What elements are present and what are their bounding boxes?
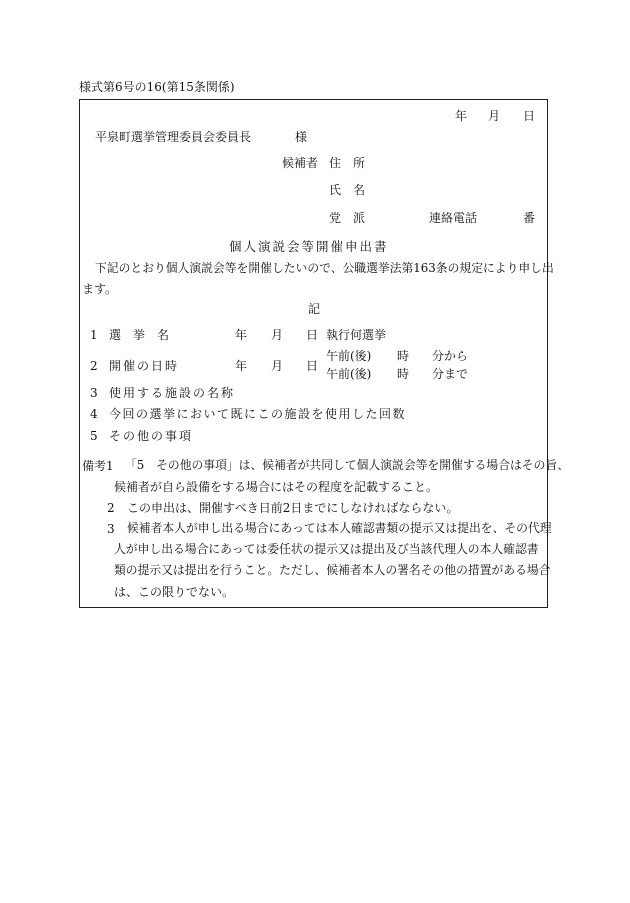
document-title: 個人演説会等開催申出書	[229, 239, 389, 254]
remark3-line-2: 人が申し出る場合にあっては委任状の提示又は提出及び当該代理人の本人確認書	[114, 542, 539, 556]
form-number: 様式第6号の16(第15条関係)	[79, 80, 235, 94]
item3-label: 使用する施設の名称	[109, 386, 236, 400]
remark3-line-4: は、この限りでない。	[114, 585, 235, 599]
remark2-line-1: この申出は、開催すべき日前2日までにしなければならない。	[127, 501, 459, 515]
item2-label: 開催の日時	[109, 359, 180, 373]
item1-suffix: 執行何選挙	[326, 328, 387, 342]
item2-minute-end: 分まで	[432, 367, 469, 381]
item3-number: 3	[90, 386, 98, 400]
party-label: 党 派	[329, 211, 366, 225]
item1-number: 1	[90, 328, 98, 342]
addressee-name: 平泉町選挙管理委員会委員長	[95, 130, 252, 144]
item2-ampm-start: 午前(後)	[326, 349, 372, 363]
phone-label: 連絡電話	[429, 211, 478, 225]
remark1-line-1: 「5 その他の事項」は、候補者が共同して個人演説会等を開催する場合はその旨、	[125, 458, 569, 472]
item2-ampm-end: 午前(後)	[326, 367, 372, 381]
remark2-number: 2	[107, 501, 115, 515]
item5-number: 5	[90, 429, 98, 443]
intro-line-2: ます。	[82, 282, 118, 296]
name-label: 氏 名	[329, 183, 366, 197]
item2-number: 2	[90, 359, 98, 373]
ki-heading: 記	[308, 302, 321, 316]
item4-number: 4	[90, 407, 98, 421]
item1-label: 選 挙 名	[109, 328, 170, 342]
phone-suffix: 番	[523, 211, 536, 225]
address-label: 住 所	[329, 156, 366, 170]
item1-month: 月	[271, 328, 284, 342]
item4-label: 今回の選挙において既にこの施設を使用した回数	[109, 407, 407, 421]
item2-hour-end: 時	[397, 367, 410, 381]
intro-line-1: 下記のとおり個人演説会等を開催したいので、公職選挙法第163条の規定により申し出	[95, 261, 554, 275]
remark1-line-2: 候補者が自ら設備をする場合にはその程度を記載すること。	[114, 480, 439, 494]
item2-day: 日	[306, 359, 319, 373]
remark3-number: 3	[107, 522, 115, 536]
item1-day: 日	[306, 328, 319, 342]
date-month: 月	[488, 109, 501, 123]
remark3-line-1: 候補者本人が申し出る場合にあっては本人確認書類の提示又は提出を、その代理	[127, 521, 552, 535]
item5-label: その他の事項	[109, 429, 194, 443]
item2-minute-start: 分から	[432, 349, 469, 363]
addressee-honorific: 様	[295, 130, 308, 144]
item2-month: 月	[271, 359, 284, 373]
item1-year: 年	[235, 328, 248, 342]
date-day: 日	[523, 109, 536, 123]
applicant-role: 候補者	[282, 156, 319, 170]
item2-hour-start: 時	[397, 349, 410, 363]
remark3-line-3: 類の提示又は提出を行うこと。ただし、候補者本人の署名その他の措置がある場合	[114, 563, 551, 577]
remarks-label: 備考1	[82, 459, 114, 473]
item2-year: 年	[235, 359, 248, 373]
date-year: 年	[455, 109, 468, 123]
